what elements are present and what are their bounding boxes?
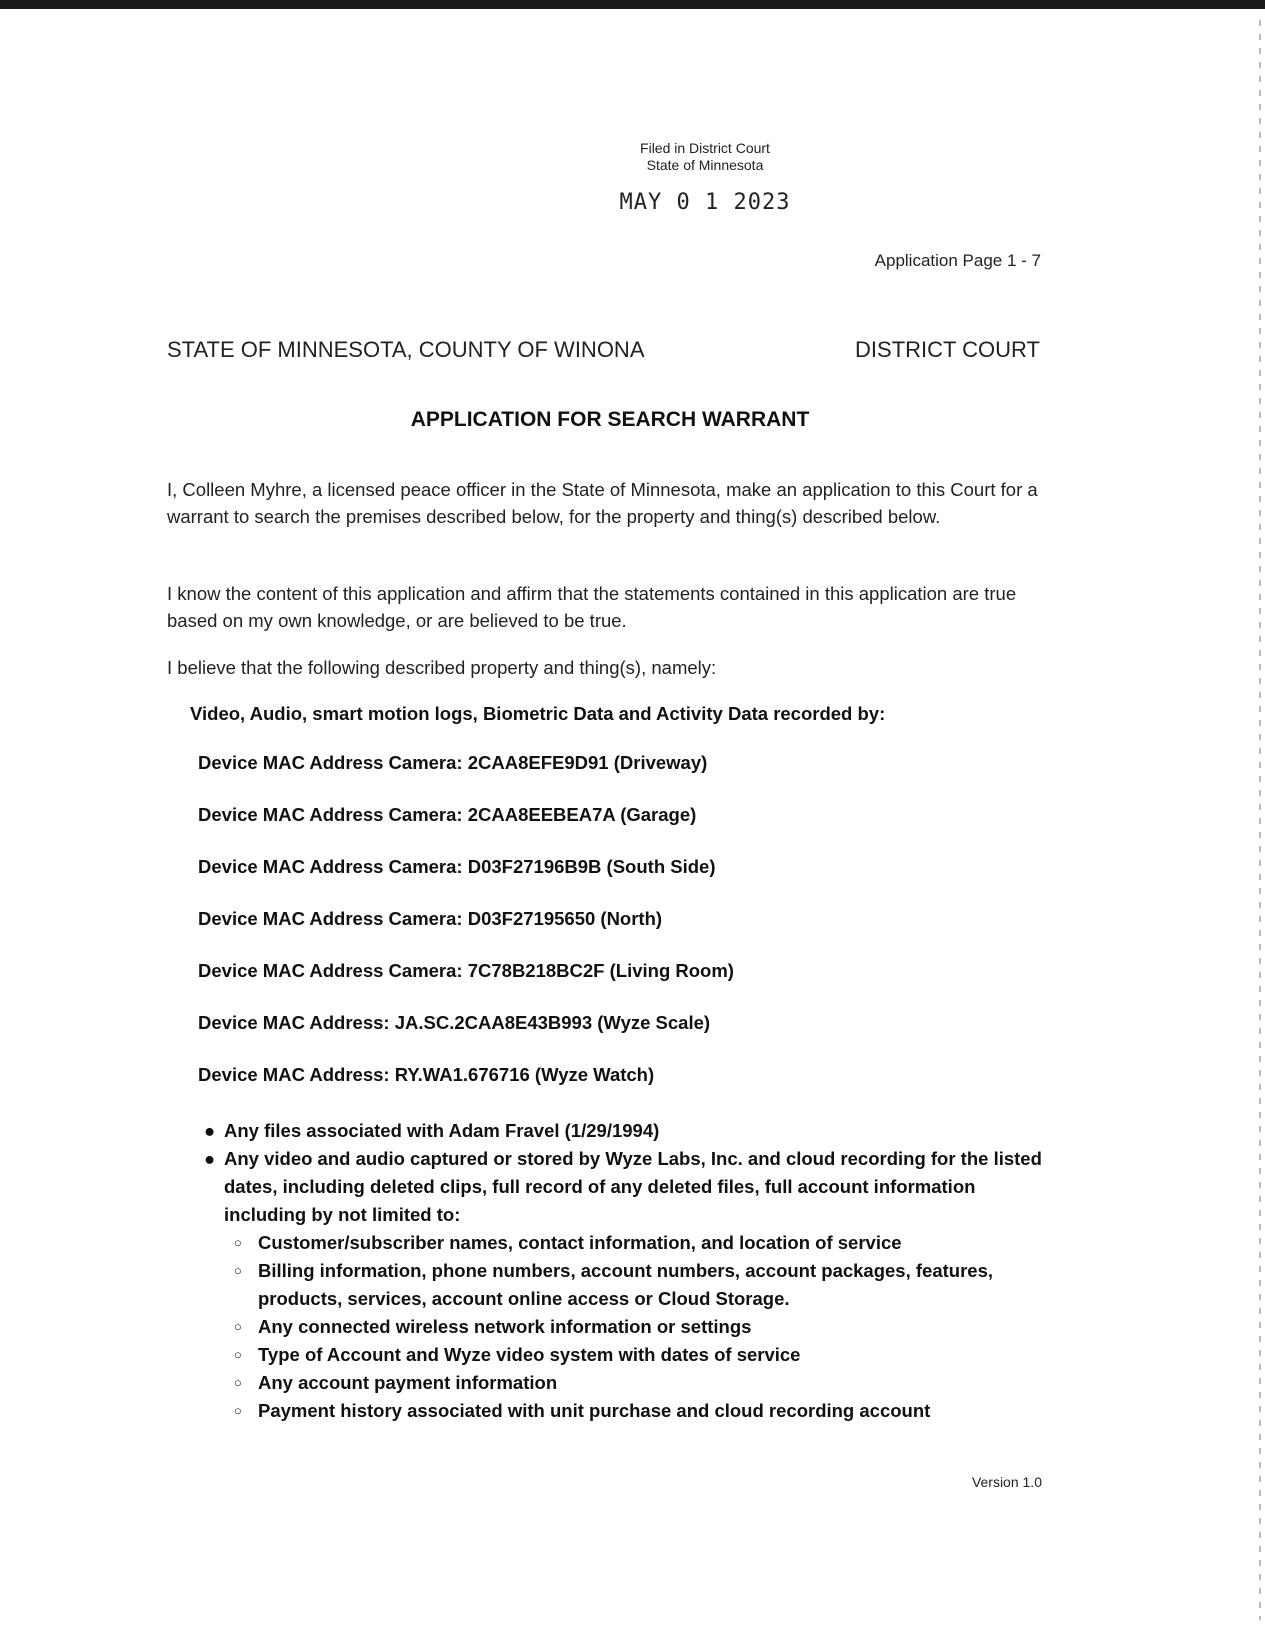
sub-bullet-item <box>234 1341 1060 1369</box>
hollow-circle-icon: ○ <box>234 1347 242 1362</box>
sub-bullet-text: Type of Account and Wyze video system with dates of service <box>258 1344 801 1365</box>
device-list <box>198 752 734 1116</box>
device-item: Device MAC Address Camera: 2CAA8EEBEA7A (Garage) <box>198 804 697 825</box>
device-item: Device MAC Address Camera: 7C78B218BC2F (Living Room) <box>198 960 734 981</box>
filing-stamp <box>560 140 850 174</box>
bullet-dot-icon: ● <box>204 1148 216 1169</box>
hollow-circle-icon: ○ <box>234 1375 242 1390</box>
stamp-line-1: Filed in District Court <box>640 140 770 156</box>
sub-bullet-item <box>234 1257 1060 1313</box>
recorded-by-heading: Video, Audio, smart motion logs, Biometric Data and Activity Data recorded by: <box>190 703 886 724</box>
sub-bullet-text: Payment history associated with unit purchase and cloud recording account <box>258 1400 931 1421</box>
device-item: Device MAC Address Camera: 2CAA8EFE9D91 (Driveway) <box>198 752 708 773</box>
bullet-text: Any files associated with Adam Fravel (1/29/1994) <box>224 1120 660 1141</box>
sub-bullet-text: Billing information, phone numbers, account numbers, account packages, features, products, services, account online access or Cloud Storage. <box>258 1260 993 1309</box>
paragraph-belief: I believe that the following described property and thing(s), namely: <box>167 657 717 678</box>
document-title: APPLICATION FOR SEARCH WARRANT <box>410 408 810 431</box>
sub-bullet-item <box>234 1369 1060 1397</box>
sub-bullet-text: Customer/subscriber names, contact information, and location of service <box>258 1232 902 1253</box>
bullet-item <box>200 1117 1060 1145</box>
device-item: Device MAC Address Camera: D03F27196B9B (South Side) <box>198 856 716 877</box>
stamp-date: MAY 0 1 2023 <box>619 190 791 215</box>
hollow-circle-icon: ○ <box>234 1263 242 1278</box>
caption-court: DISTRICT COURT <box>855 337 1040 362</box>
device-item: Device MAC Address: JA.SC.2CAA8E43B993 (Wyze Scale) <box>198 1012 711 1033</box>
version-label: Version 1.0 <box>971 1474 1042 1490</box>
sub-bullet-text: Any connected wireless network information or settings <box>258 1316 752 1337</box>
paragraph-affirmation: I know the content of this application and affirm that the statements contained in this application are true based on my own knowledge, or are believed to be true. <box>167 583 1017 631</box>
hollow-circle-icon: ○ <box>234 1235 242 1250</box>
sub-bullet-text: Any account payment information <box>258 1372 558 1393</box>
bullet-text: Any video and audio captured or stored by Wyze Labs, Inc. and cloud recording for the listed dates, including deleted clips, full record of any deleted files, full account information including by not limited to: <box>224 1148 1042 1225</box>
bullet-item <box>200 1145 1060 1425</box>
sub-bullet-item <box>234 1313 1060 1341</box>
hollow-circle-icon: ○ <box>234 1403 242 1418</box>
stamp-line-2: State of Minnesota <box>646 157 764 173</box>
sub-bullet-item <box>234 1397 1060 1425</box>
hollow-circle-icon: ○ <box>234 1319 242 1334</box>
sub-bullet-item <box>234 1229 1060 1257</box>
sub-bullet-list <box>224 1229 1060 1425</box>
scan-top-edge <box>0 0 1265 9</box>
paragraph-application: I, Colleen Myhre, a licensed peace officer in the State of Minnesota, make an application to this Court for a warrant to search the premises described below, for the property and thing(s) described below. <box>167 479 1038 527</box>
bullet-dot-icon: ● <box>204 1120 216 1141</box>
device-item: Device MAC Address: RY.WA1.676716 (Wyze Watch) <box>198 1064 655 1085</box>
page-number: Application Page 1 - 7 <box>874 251 1041 270</box>
bullet-list <box>200 1117 1060 1425</box>
scan-right-edge <box>1259 20 1261 1620</box>
caption-state-county: STATE OF MINNESOTA, COUNTY OF WINONA <box>167 337 645 362</box>
device-item: Device MAC Address Camera: D03F27195650 (North) <box>198 908 663 929</box>
